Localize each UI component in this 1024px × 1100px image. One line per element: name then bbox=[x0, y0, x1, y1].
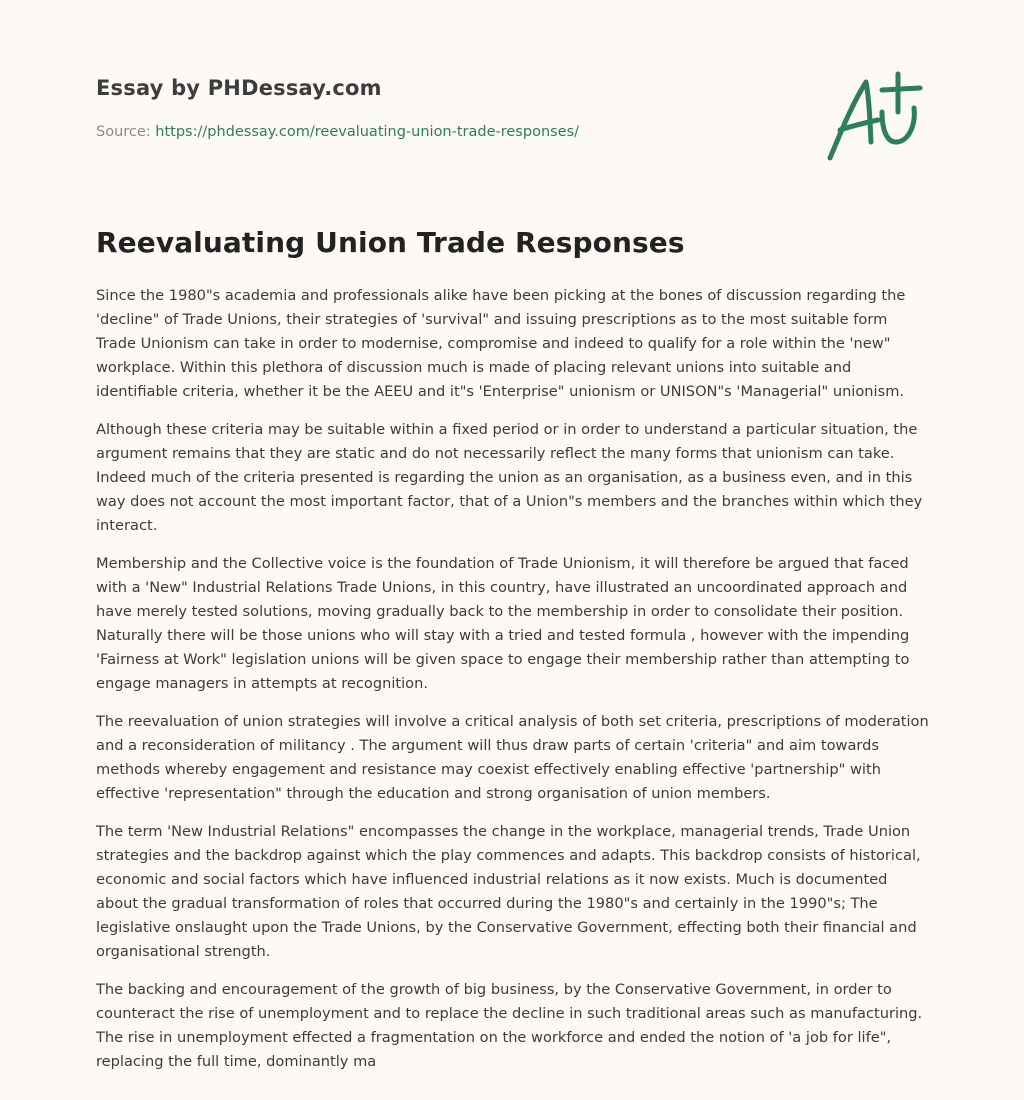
essay-body bbox=[96, 284, 930, 1088]
essay-paragraph: The term 'New Industrial Relations" encompasses the change in the workplace, managerial trends, Trade Union strategies and the backdrop against which the play commences and adapts. This backdrop consists of historical, economic and social factors which have influenced industrial relations as it now exists. Much is documented about the gradual transformation of roles that occurred during the 1980"s and certainly in the 1990"s; The legislative onslaught upon the Trade Unions, by the Conservative Government, effecting both their financial and organisational strength. bbox=[96, 823, 921, 960]
essay-title: Reevaluating Union Trade Responses bbox=[96, 226, 685, 259]
source-line bbox=[96, 124, 579, 140]
page-header bbox=[96, 0, 928, 180]
source-link[interactable]: https://phdessay.com/reevaluating-union-trade-responses/ bbox=[155, 124, 580, 140]
essay-paragraph: Although these criteria may be suitable within a fixed period or in order to understand a particular situation, the argument remains that they are static and do not necessarily reflect the many forms that unionism can take. Indeed much of the criteria presented is regarding the union as an organisation, as a business even, and in this way does not account the most important factor, that of a Union"s members and the branches within which they interact. bbox=[96, 421, 923, 534]
source-label: Source: bbox=[96, 124, 151, 140]
brand-title: Essay by PHDessay.com bbox=[96, 76, 382, 100]
essay-paragraph: Membership and the Collective voice is the foundation of Trade Unionism, it will therefore be argued that faced with a 'New" Industrial Relations Trade Unions, in this country, have illustrated an uncoordinated approach and have merely tested solutions, moving gradually back to the membership in order to consolidate their position. Naturally there will be those unions who will stay with a tried and tested formula , however with the impending 'Fairness at Work" legislation unions will be given space to engage their membership rather than attempting to engage managers in attempts at recognition. bbox=[96, 555, 910, 692]
essay-paragraph: The reevaluation of union strategies will involve a critical analysis of both set criteria, prescriptions of moderation and a reconsideration of militancy . The argument will thus draw parts of certain 'criteria" and aim towards methods whereby engagement and resistance may coexist effectively enabling effective 'partnership" with effective 'representation" through the education and strong organisation of union members. bbox=[96, 713, 929, 802]
essay-paragraph: Since the 1980"s academia and professionals alike have been picking at the bones of discussion regarding the 'decline" of Trade Unions, their strategies of 'survival" and issuing prescriptions as to the most suitable form Trade Unionism can take in order to modernise, compromise and indeed to qualify for a role within the 'new" workplace. Within this plethora of discussion much is made of placing relevant unions into suitable and identifiable criteria, whether it be the AEEU and it"s 'Enterprise" unionism or UNISON"s 'Managerial" unionism. bbox=[96, 287, 906, 400]
a-plus-logo-icon bbox=[822, 68, 926, 164]
essay-paragraph: The backing and encouragement of the growth of big business, by the Conservative Government, in order to counteract the rise of unemployment and to replace the decline in such traditional areas such as manufacturing. The rise in unemployment effected a fragmentation on the workforce and ended the notion of 'a job for life", replacing the full time, dominantly ma bbox=[96, 981, 923, 1070]
